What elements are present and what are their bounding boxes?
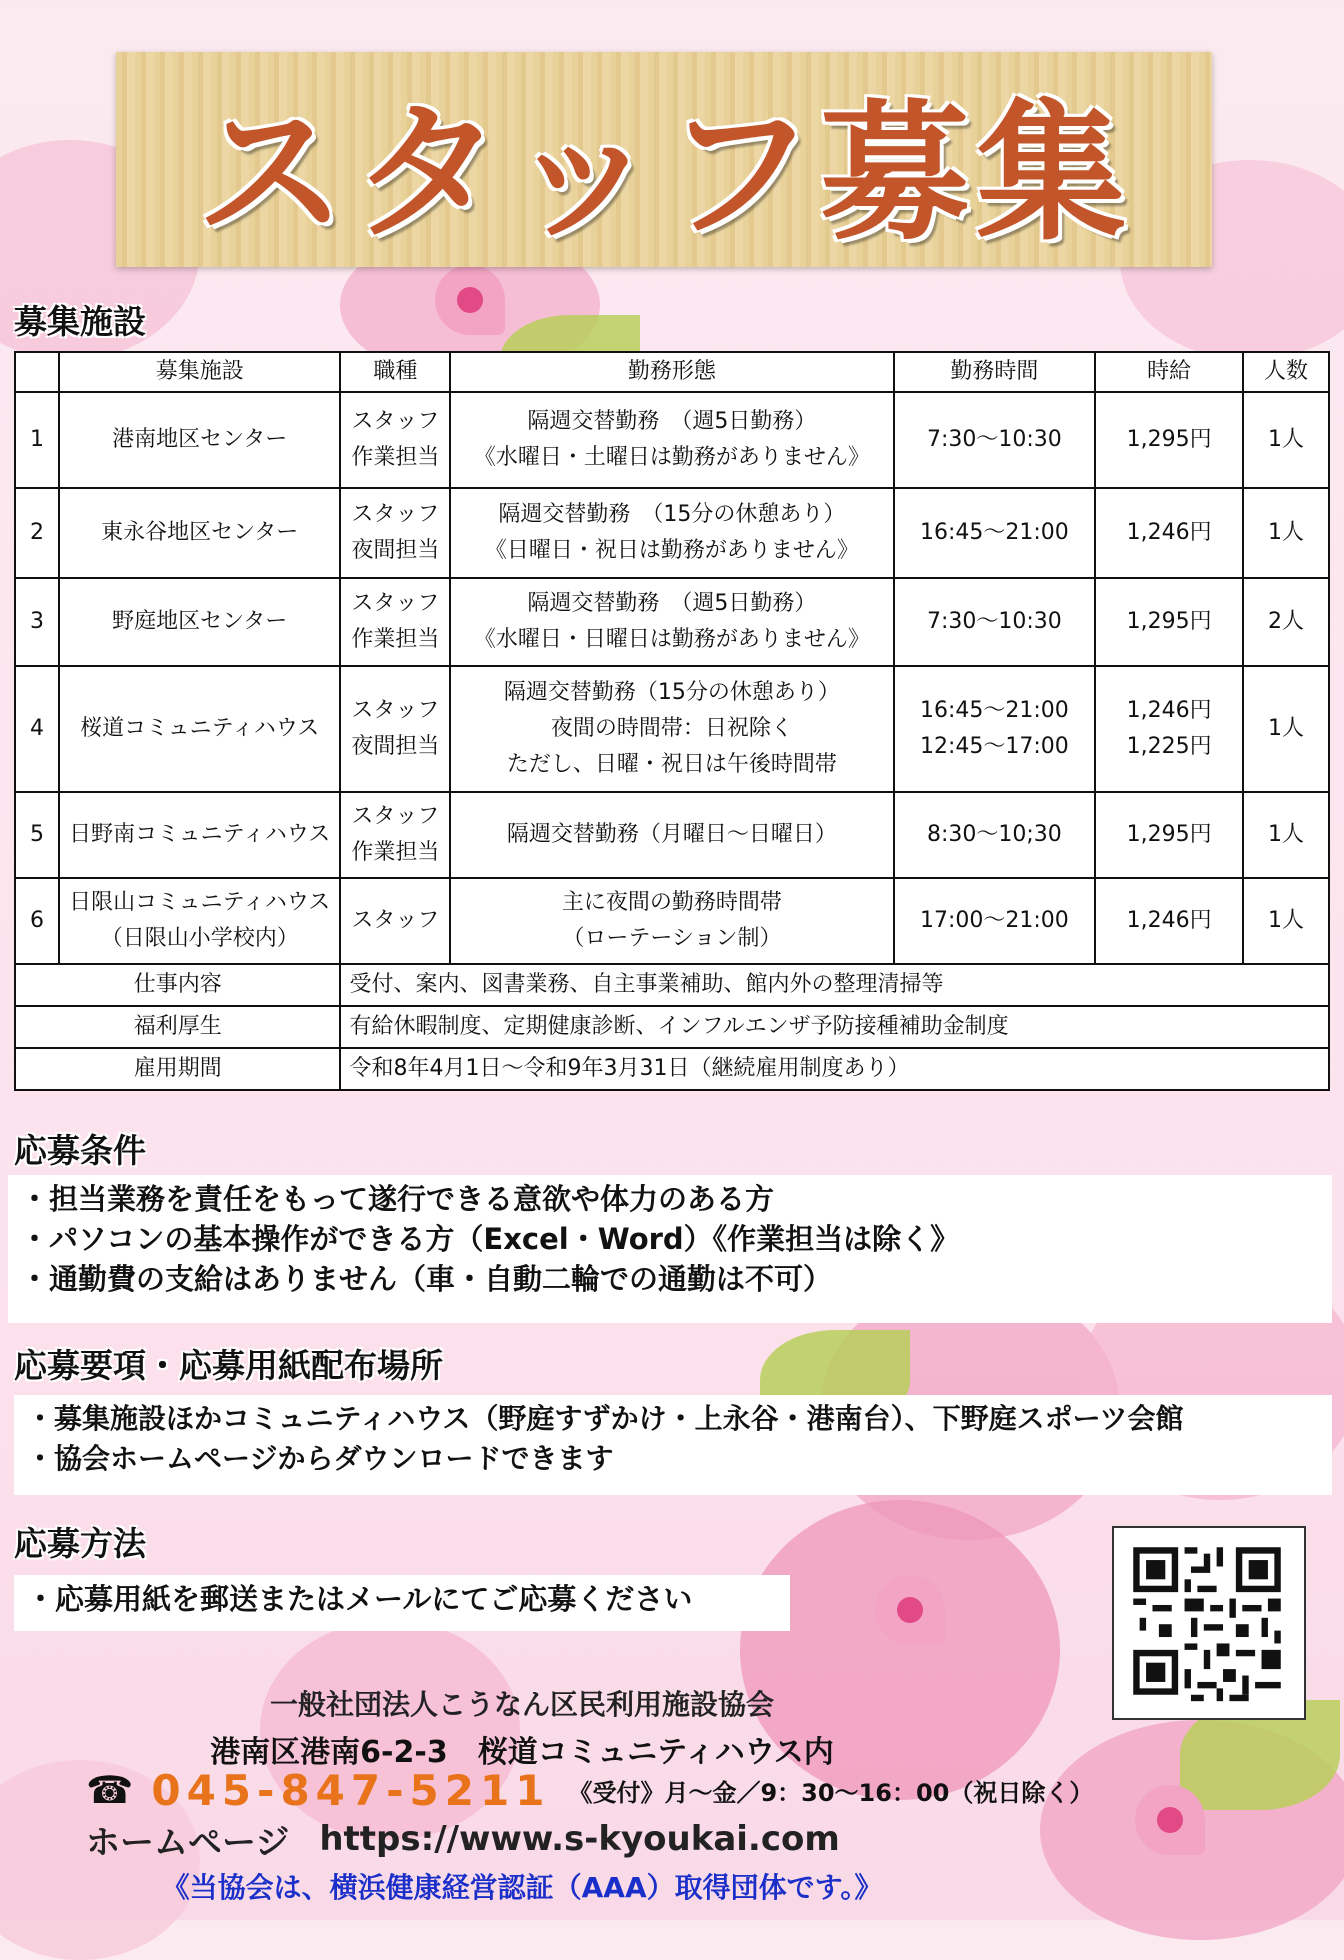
hourly-wage: 1,295円	[1095, 792, 1243, 878]
certification-note: 《当協会は、横浜健康経営認証（AAA）取得団体です。》	[161, 1871, 883, 1904]
info-row	[15, 1048, 1329, 1090]
info-label: 福利厚生	[15, 1006, 340, 1048]
table-row	[15, 392, 1329, 488]
facility-name: 日限山コミュニティハウス （日限山小学校内）	[59, 878, 341, 964]
hourly-wage: 1,295円	[1095, 578, 1243, 666]
homepage-line	[86, 1815, 840, 1863]
title-banner	[116, 52, 1212, 267]
info-value: 受付、案内、図書業務、自主事業補助、館内外の整理清掃等	[340, 964, 1329, 1006]
table-row	[15, 792, 1329, 878]
row-number: 2	[15, 488, 59, 578]
table-row	[15, 878, 1329, 964]
info-value: 令和8年4月1日～令和9年3月31日（継続雇用制度あり）	[340, 1048, 1329, 1090]
section-title-distribution: 応募要項・応募用紙配布場所	[14, 1346, 443, 1385]
section-title-facilities: 募集施設	[14, 302, 146, 341]
info-value: 有給休暇制度、定期健康診断、インフルエンザ予防接種補助金制度	[340, 1006, 1329, 1048]
organization-address: 港南区港南6-2-3 桜道コミュニティハウス内	[210, 1735, 834, 1770]
section-title-conditions: 応募条件	[14, 1131, 146, 1170]
work-form: 主に夜間の勤務時間帯 （ローテーション制）	[450, 878, 893, 964]
hourly-wage: 1,295円	[1095, 392, 1243, 488]
work-hours: 7:30～10:30	[894, 392, 1096, 488]
homepage-label: ホームページ	[86, 1822, 290, 1863]
list-item: ・募集施設ほかコミュニティハウス（野庭すずかけ・上永谷・港南台）、下野庭スポーツ会館	[26, 1402, 1184, 1435]
list-item: ・応募用紙を郵送またはメールにてご応募ください	[26, 1582, 693, 1616]
section-title-method: 応募方法	[14, 1524, 146, 1563]
facility-name: 野庭地区センター	[59, 578, 341, 666]
info-row	[15, 964, 1329, 1006]
job-type: スタッフ 夜間担当	[340, 488, 450, 578]
row-number: 3	[15, 578, 59, 666]
work-form: 隔週交替勤務（15分の休憩あり） 夜間の時間帯：日祝除く ただし、日曜・祝日は午後時間帯	[450, 666, 893, 792]
headcount: 1人	[1243, 488, 1329, 578]
work-hours: 16:45～21:00	[894, 488, 1096, 578]
row-number: 1	[15, 392, 59, 488]
facility-name: 日野南コミュニティハウス	[59, 792, 341, 878]
conditions-box	[8, 1175, 1332, 1323]
headcount: 1人	[1243, 792, 1329, 878]
phone-number[interactable]: 045-847-5211	[151, 1765, 551, 1815]
contact-line	[86, 1765, 1093, 1815]
work-hours: 7:30～10:30	[894, 578, 1096, 666]
distribution-box	[14, 1395, 1332, 1495]
work-form: 隔週交替勤務（月曜日～日曜日）	[450, 792, 893, 878]
work-form: 隔週交替勤務 （15分の休憩あり） 《日曜日・祝日は勤務がありません》	[450, 488, 893, 578]
headcount: 1人	[1243, 878, 1329, 964]
organization-name: 一般社団法人こうなん区民利用施設協会	[269, 1688, 774, 1721]
work-form: 隔週交替勤務 （週5日勤務） 《水曜日・土曜日は勤務がありません》	[450, 392, 893, 488]
column-header: 勤務形態	[450, 352, 893, 392]
page-title: スタッフ募集	[195, 86, 1132, 261]
work-hours: 17:00～21:00	[894, 878, 1096, 964]
column-header: 募集施設	[59, 352, 341, 392]
facility-name: 桜道コミュニティハウス	[59, 666, 341, 792]
homepage-url-link[interactable]: https://www.s-kyoukai.com	[319, 1819, 840, 1859]
work-hours: 8:30～10;30	[894, 792, 1096, 878]
column-header: 時給	[1095, 352, 1243, 392]
method-box	[14, 1575, 790, 1631]
headcount: 1人	[1243, 666, 1329, 792]
list-item: ・通勤費の支給はありません（車・自動二輪での通勤は不可）	[20, 1262, 833, 1296]
list-item: ・パソコンの基本操作ができる方（Excel・Word）《作業担当は除く》	[20, 1222, 960, 1256]
list-item: ・担当業務を責任をもって遂行できる意欲や体力のある方	[20, 1182, 775, 1216]
hourly-wage: 1,246円	[1095, 878, 1243, 964]
row-number: 5	[15, 792, 59, 878]
job-type: スタッフ	[340, 878, 450, 964]
facility-table	[14, 351, 1330, 1091]
work-hours: 16:45～21:00 12:45～17:00	[894, 666, 1096, 792]
flower-decoration	[830, 1530, 990, 1690]
column-header: 人数	[1243, 352, 1329, 392]
info-label: 仕事内容	[15, 964, 340, 1006]
work-form: 隔週交替勤務 （週5日勤務） 《水曜日・日曜日は勤務がありません》	[450, 578, 893, 666]
headcount: 2人	[1243, 578, 1329, 666]
info-label: 雇用期間	[15, 1048, 340, 1090]
facility-name: 東永谷地区センター	[59, 488, 341, 578]
job-type: スタッフ 作業担当	[340, 792, 450, 878]
headcount: 1人	[1243, 392, 1329, 488]
row-number: 6	[15, 878, 59, 964]
row-number: 4	[15, 666, 59, 792]
table-row	[15, 666, 1329, 792]
list-item: ・協会ホームページからダウンロードできます	[26, 1442, 614, 1475]
info-row	[15, 1006, 1329, 1048]
facility-name: 港南地区センター	[59, 392, 341, 488]
table-header-row	[15, 352, 1329, 392]
hourly-wage: 1,246円	[1095, 488, 1243, 578]
column-header: 職種	[340, 352, 450, 392]
hourly-wage: 1,246円 1,225円	[1095, 666, 1243, 792]
job-type: スタッフ 作業担当	[340, 578, 450, 666]
table-row	[15, 488, 1329, 578]
column-header: 勤務時間	[894, 352, 1096, 392]
table-row	[15, 578, 1329, 666]
column-header	[15, 352, 59, 392]
job-type: スタッフ 夜間担当	[340, 666, 450, 792]
reception-hours: 《受付》月～金／9：30～16：00（祝日除く）	[568, 1778, 1094, 1807]
phone-icon: ☎	[86, 1768, 134, 1812]
job-type: スタッフ 作業担当	[340, 392, 450, 488]
